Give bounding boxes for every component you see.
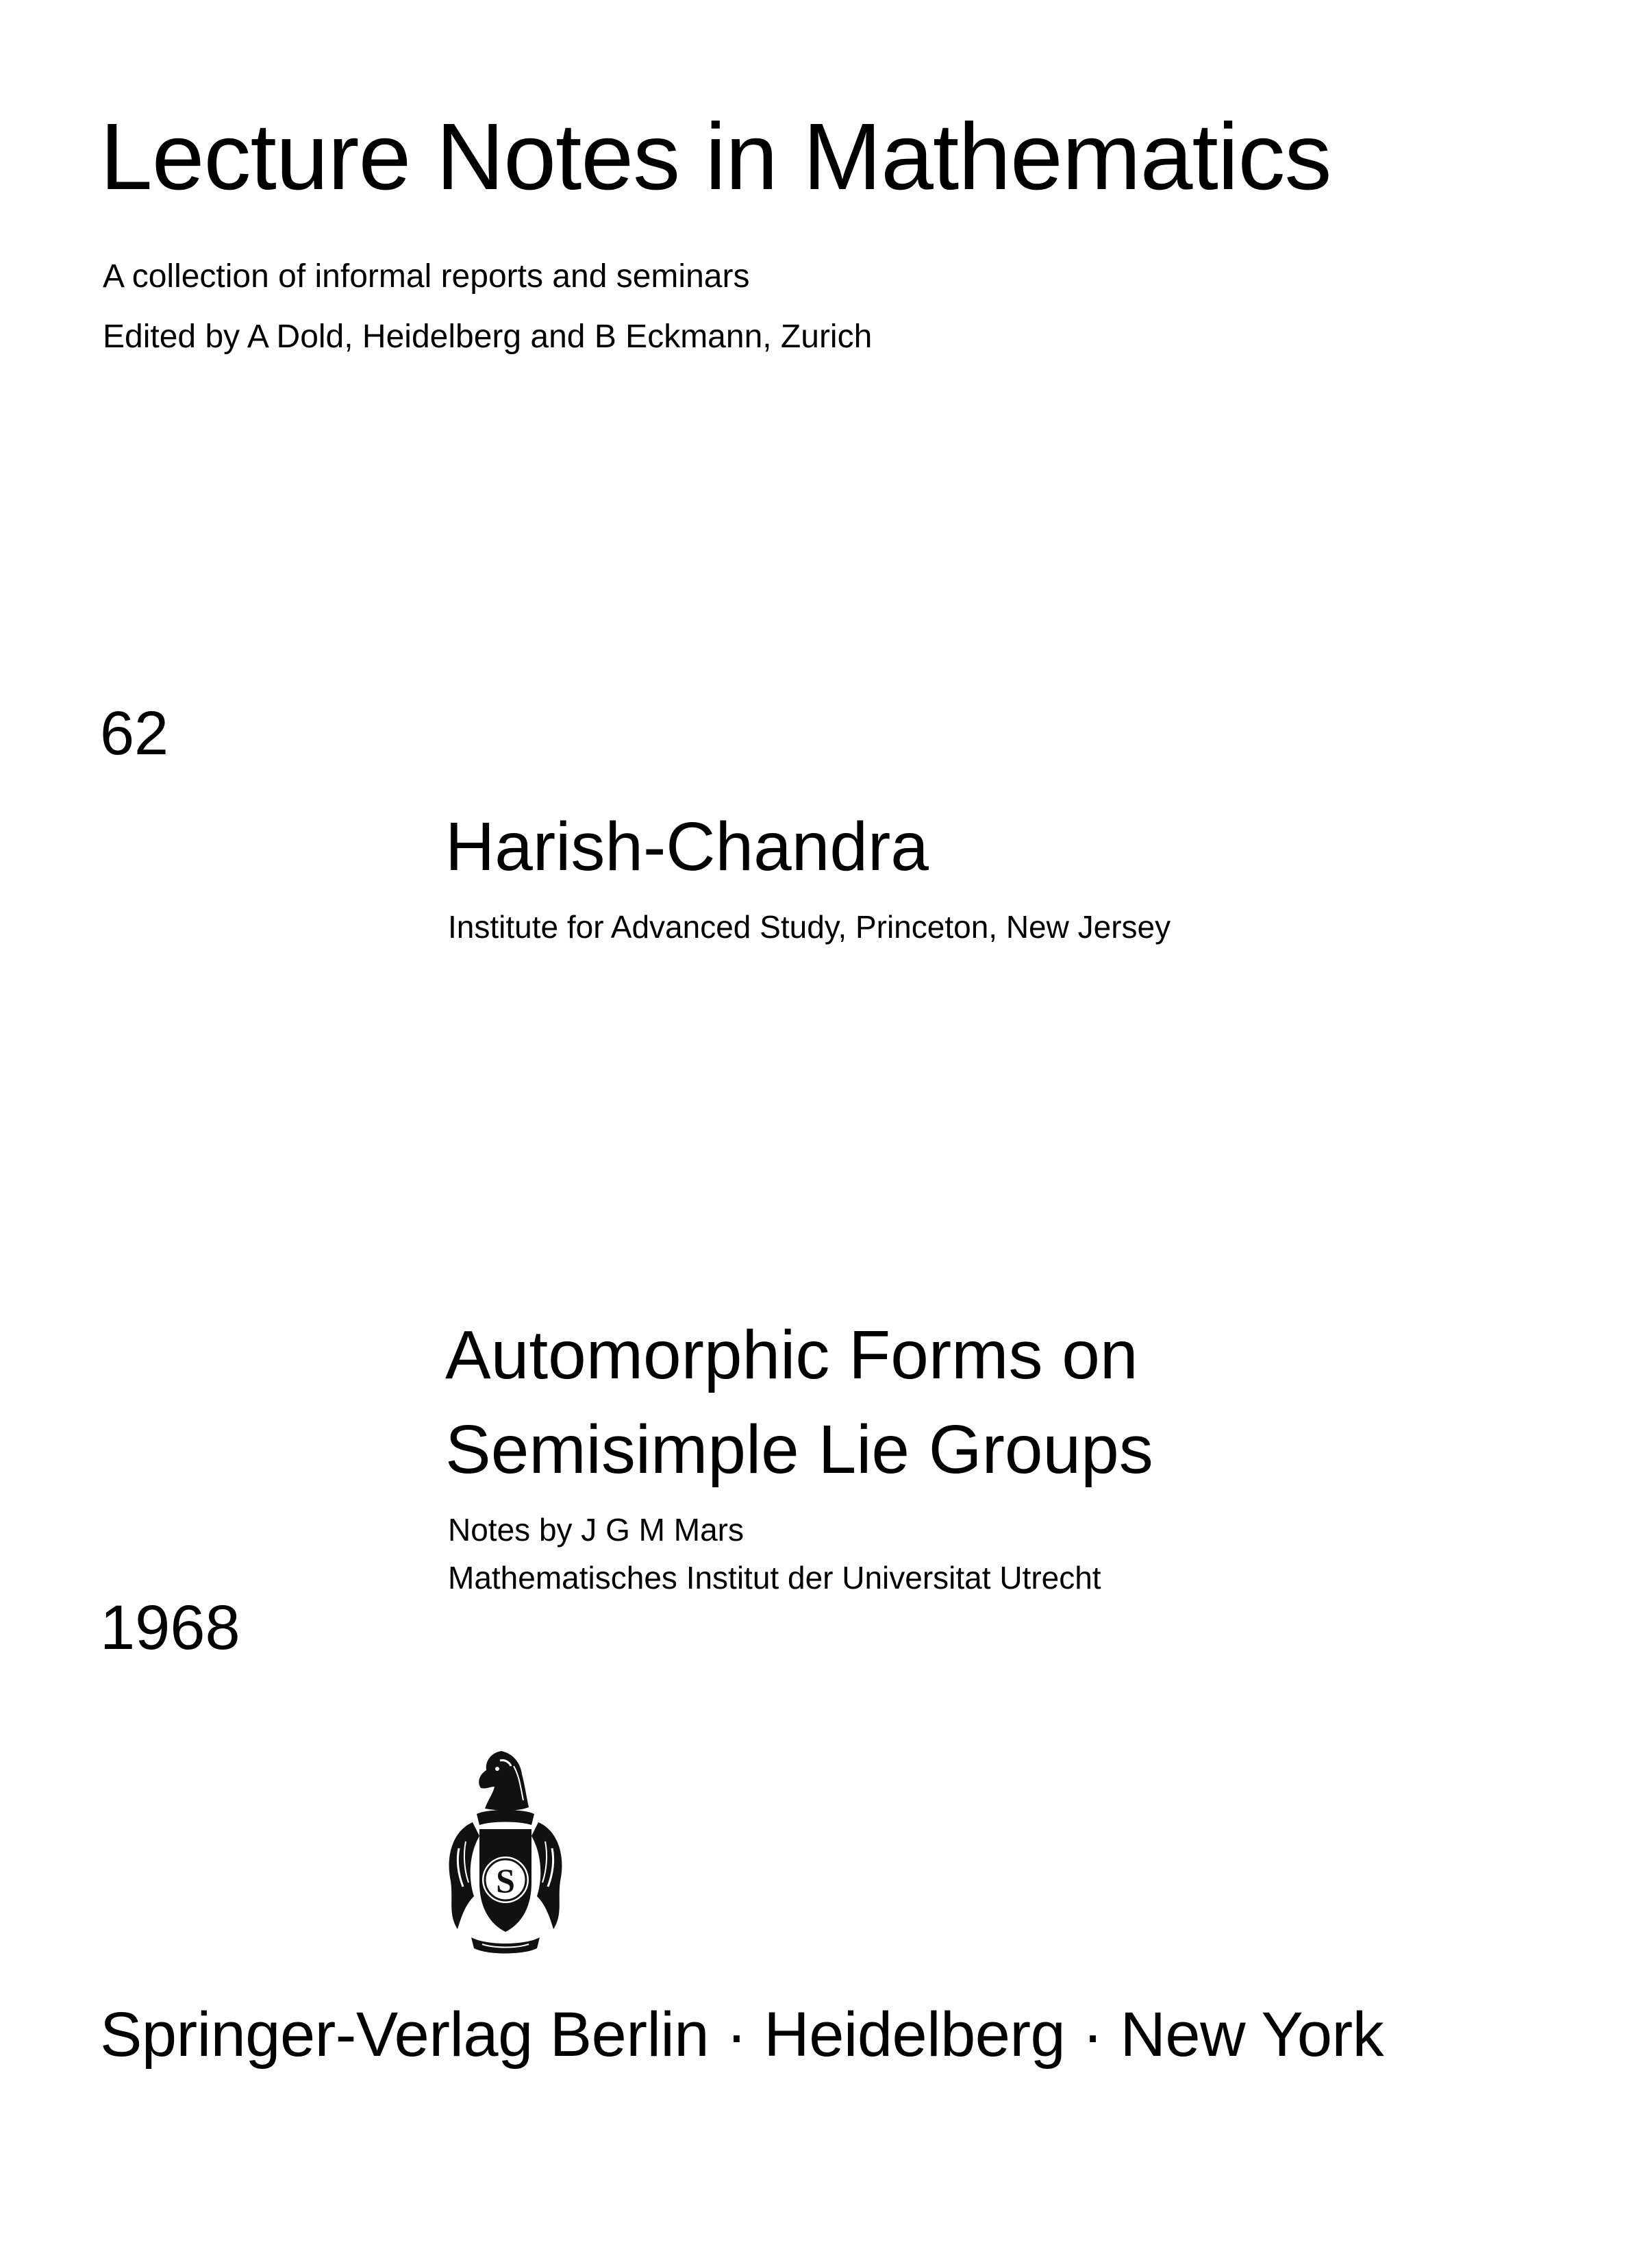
notes-affiliation: Mathematisches Institut der Universitat Utrecht bbox=[448, 1560, 1101, 1596]
author-name: Harish-Chandra bbox=[445, 808, 929, 885]
publisher-imprint: Springer-Verlag Berlin · Heidelberg · New York bbox=[100, 2000, 1384, 2070]
author-affiliation: Institute for Advanced Study, Princeton, New Jersey bbox=[448, 909, 1171, 945]
volume-number: 62 bbox=[100, 699, 169, 768]
logo-letter: S bbox=[496, 1861, 515, 1900]
book-title-line-1: Automorphic Forms on bbox=[445, 1317, 1138, 1393]
springer-knight-logo-icon bbox=[438, 1746, 573, 1962]
book-title-line-2: Semisimple Lie Groups bbox=[445, 1411, 1153, 1488]
publication-year: 1968 bbox=[100, 1593, 240, 1663]
series-title: Lecture Notes in Mathematics bbox=[100, 104, 1331, 210]
series-editors: Edited by A Dold, Heidelberg and B Eckmann, Zurich bbox=[103, 319, 873, 355]
notes-by: Notes by J G M Mars bbox=[448, 1512, 744, 1548]
series-subtitle: A collection of informal reports and seminars bbox=[103, 258, 750, 295]
